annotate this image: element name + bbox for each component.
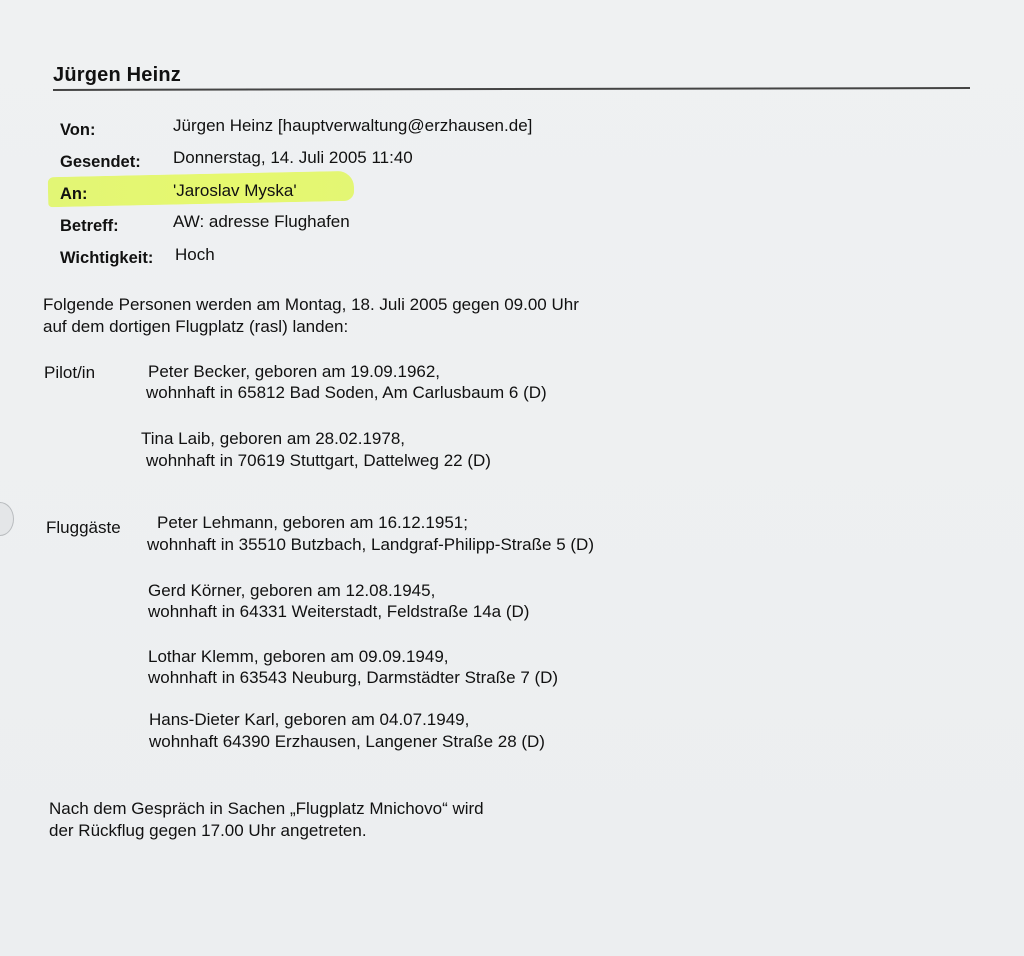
header-value-sent: Donnerstag, 14. Juli 2005 11:40 <box>173 148 413 167</box>
header-divider <box>53 87 970 91</box>
passenger-2-line-2: wohnhaft in 64331 Weiterstadt, Feldstraße 14a (D) <box>148 602 530 621</box>
pilot-1-line-1: Peter Becker, geboren am 19.09.1962, <box>148 362 441 381</box>
passenger-3-line-2: wohnhaft in 63543 Neuburg, Darmstädter Straße 7 (D) <box>148 668 559 687</box>
header-value-to: 'Jaroslav Myska' <box>173 181 297 200</box>
passenger-1-line-2: wohnhaft in 35510 Butzbach, Landgraf-Philipp-Straße 5 (D) <box>147 535 594 554</box>
pilot-2-line-1: Tina Laib, geboren am 28.02.1978, <box>141 429 406 448</box>
header-value-subject: AW: adresse Flughafen <box>173 212 350 231</box>
passenger-4-line-2: wohnhaft 64390 Erzhausen, Langener Straße 28 (D) <box>149 732 545 751</box>
punch-hole <box>0 502 14 536</box>
passenger-1-line-1: Peter Lehmann, geboren am 16.12.1951; <box>157 513 468 532</box>
closing-line-2: der Rückflug gegen 17.00 Uhr angetreten. <box>49 821 367 840</box>
header-label-from: Von: <box>60 121 96 139</box>
intro-line-1: Folgende Personen werden am Montag, 18. Juli 2005 gegen 09.00 Uhr <box>43 295 579 314</box>
header-label-subject: Betreff: <box>60 217 119 235</box>
sender-title: Jürgen Heinz <box>53 64 181 86</box>
passengers-label: Fluggäste <box>46 518 121 537</box>
passenger-4-line-1: Hans-Dieter Karl, geboren am 04.07.1949, <box>149 710 470 729</box>
passenger-3-line-1: Lothar Klemm, geboren am 09.09.1949, <box>148 647 449 666</box>
header-label-sent: Gesendet: <box>60 153 141 171</box>
closing-line-1: Nach dem Gespräch in Sachen „Flugplatz Mnichovo“ wird <box>49 799 484 818</box>
header-value-importance: Hoch <box>175 245 215 264</box>
pilots-label: Pilot/in <box>44 363 96 382</box>
intro-line-2: auf dem dortigen Flugplatz (rasl) landen: <box>43 317 349 336</box>
header-label-importance: Wichtigkeit: <box>60 249 154 267</box>
passenger-2-line-1: Gerd Körner, geboren am 12.08.1945, <box>148 581 436 600</box>
pilot-1-line-2: wohnhaft in 65812 Bad Soden, Am Carlusbaum 6 (D) <box>146 383 547 402</box>
header-value-from: Jürgen Heinz [hauptverwaltung@erzhausen.de] <box>173 116 533 135</box>
header-label-to: An: <box>60 185 88 203</box>
pilot-2-line-2: wohnhaft in 70619 Stuttgart, Dattelweg 22 (D) <box>146 451 491 470</box>
